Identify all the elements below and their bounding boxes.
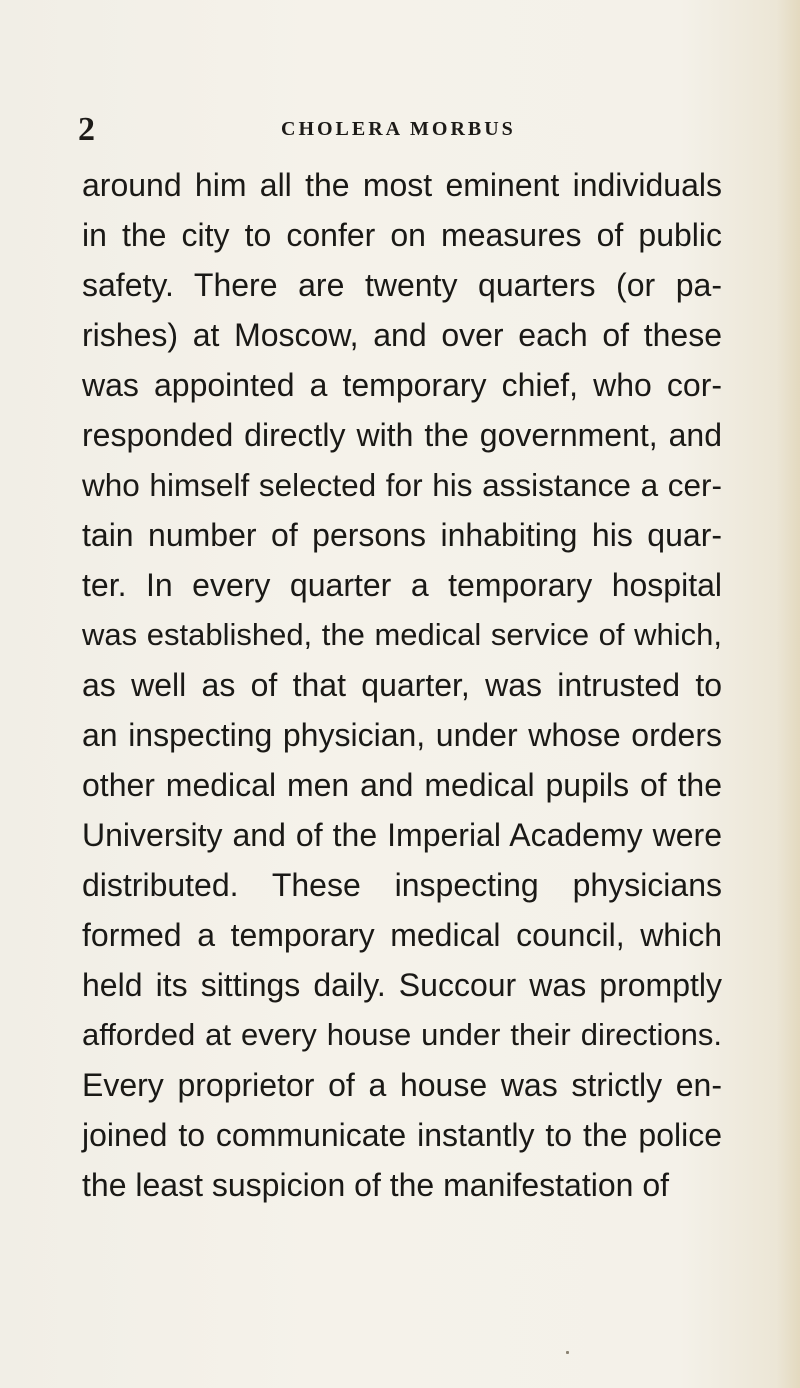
text-line: safety. There are twenty quarters (or pa- — [82, 267, 722, 303]
paper-speck — [566, 1351, 569, 1354]
text-line: other medical men and medical pupils of the — [82, 767, 722, 803]
text-line: tain number of persons inhabiting his quar- — [82, 517, 722, 553]
text-line: in the city to confer on measures of public — [82, 217, 722, 253]
text-line: the least suspicion of the manifestation of — [82, 1167, 670, 1203]
text-line: an inspecting physician, under whose orders — [82, 717, 722, 753]
running-title: CHOLERA MORBUS — [281, 118, 516, 140]
text-line: was established, the medical service of which, — [82, 617, 722, 652]
body-text — [82, 160, 722, 1210]
page-number: 2 — [78, 111, 95, 148]
text-line: University and of the Imperial Academy were — [82, 817, 722, 853]
text-line: afforded at every house under their directions. — [82, 1017, 722, 1052]
text-line: joined to communicate instantly to the police — [82, 1117, 722, 1153]
running-head — [78, 110, 718, 150]
text-line: distributed. These inspecting physicians — [82, 867, 722, 903]
text-line: responded directly with the government, and — [82, 417, 722, 453]
text-line: around him all the most eminent individuals — [82, 167, 722, 203]
text-line: was appointed a temporary chief, who cor- — [82, 367, 722, 403]
text-line: Every proprietor of a house was strictly en- — [82, 1067, 722, 1103]
text-line: formed a temporary medical council, which — [82, 917, 722, 953]
text-line: ter. In every quarter a temporary hospital — [82, 567, 722, 603]
text-line: as well as of that quarter, was intrusted to — [82, 667, 722, 703]
text-line: rishes) at Moscow, and over each of these — [82, 317, 722, 353]
text-line: who himself selected for his assistance a cer- — [82, 467, 722, 503]
text-line: held its sittings daily. Succour was promptly — [82, 967, 722, 1003]
